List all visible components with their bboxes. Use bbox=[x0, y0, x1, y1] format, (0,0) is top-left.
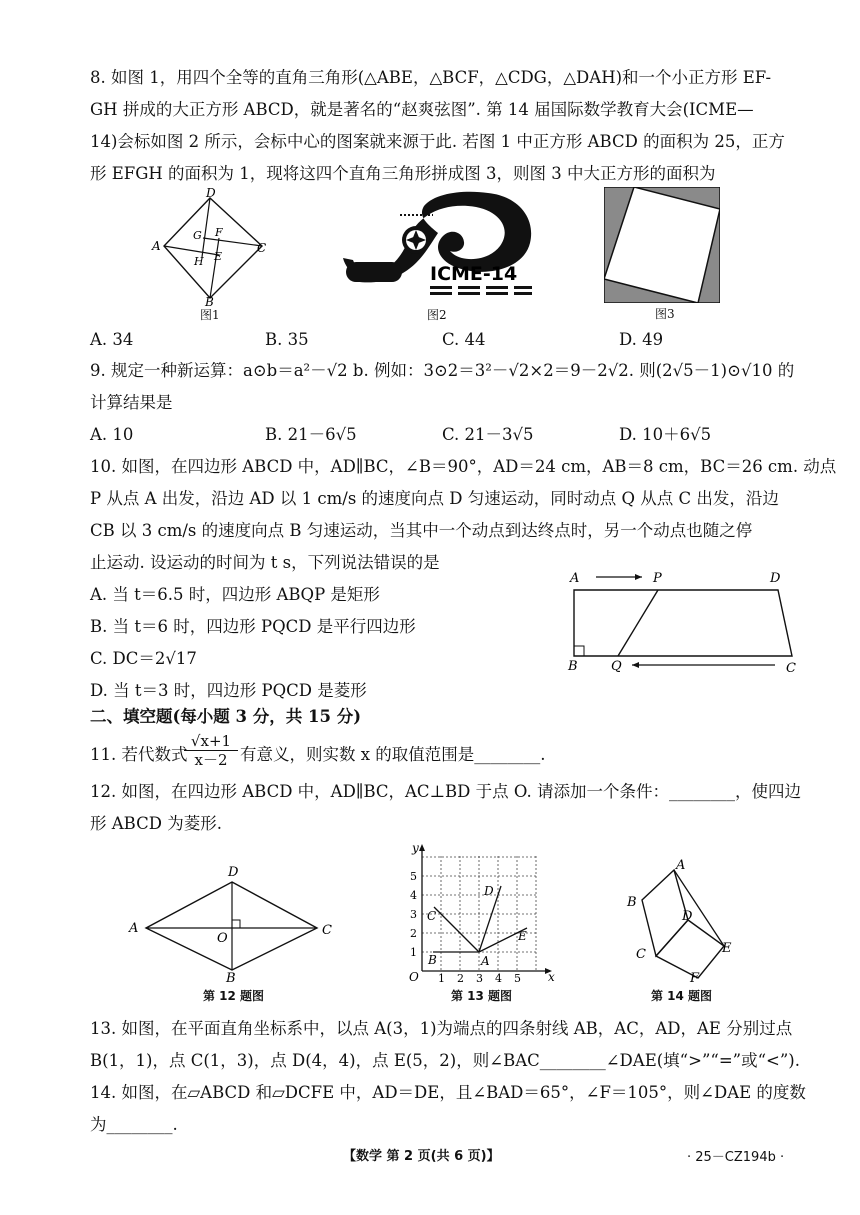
q14-figure bbox=[616, 858, 756, 986]
q8-fig2-caption: 图2 bbox=[427, 308, 447, 322]
q12-caption: 第 12 题图 bbox=[203, 989, 265, 1003]
q14-label-d: D bbox=[682, 909, 693, 924]
fig1-label-g: G bbox=[193, 229, 202, 242]
q11-fraction bbox=[184, 732, 238, 769]
q11-denominator: x－2 bbox=[194, 751, 228, 769]
q10-option-a[interactable]: A. 当 t＝6.5 时，四边形 ABQP 是矩形 bbox=[90, 585, 380, 604]
q8-fig3-caption: 图3 bbox=[655, 307, 675, 321]
logo-text: ICME-14 bbox=[430, 263, 518, 285]
q13-caption: 第 13 题图 bbox=[451, 989, 513, 1003]
q8-line-3: 14)会标如图 2 所示，会标中心的图案就来源于此. 若图 1 中正方形 ABCD 的面积为 25，正方 bbox=[90, 132, 785, 151]
q10-line-3: CB 以 3 cm/s 的速度向点 B 匀速运动，当其中一个动点到达终点时，另一个动点也随之停 bbox=[90, 521, 753, 540]
q8-line-2: GH 拼成的大正方形 ABCD，就是著名的“赵爽弦图”. 第 14 届国际数学教育大会(ICME— bbox=[90, 100, 754, 119]
q12-label-b: B bbox=[226, 971, 236, 984]
q14-label-e: E bbox=[722, 941, 732, 956]
q14-line-1: 14. 如图，在▱ABCD 和▱DCFE 中，AD＝DE，且∠BAD＝65°，∠F＝105°，则∠DAE 的度数 bbox=[90, 1083, 806, 1102]
q8-option-c[interactable]: C. 44 bbox=[442, 330, 486, 349]
q11-numerator: √x+1 bbox=[184, 732, 238, 751]
q13-x-tick-1: 1 bbox=[438, 972, 445, 982]
q13-figure bbox=[400, 840, 560, 982]
fig1-label-d: D bbox=[206, 188, 216, 200]
section-2-heading: 二、填空题(每小题 3 分，共 15 分) bbox=[90, 707, 362, 726]
q10-option-b[interactable]: B. 当 t＝6 时，四边形 PQCD 是平行四边形 bbox=[90, 617, 416, 636]
q14-line-2: 为________. bbox=[90, 1115, 178, 1134]
q12-label-o: O bbox=[217, 931, 228, 946]
q8-option-d[interactable]: D. 49 bbox=[619, 330, 664, 349]
q10-line-4: 止运动. 设运动的时间为 t s，下列说法错误的是 bbox=[90, 553, 440, 572]
q13-y-tick-2: 2 bbox=[410, 927, 417, 940]
q13-x-tick-2: 2 bbox=[457, 972, 464, 982]
fig1-label-a: A bbox=[152, 239, 161, 253]
q9-option-b[interactable]: B. 21－6√5 bbox=[265, 425, 357, 444]
q9-line-2: 计算结果是 bbox=[90, 393, 173, 412]
q8-option-b[interactable]: B. 35 bbox=[265, 330, 309, 349]
q9-option-d[interactable]: D. 10＋6√5 bbox=[619, 425, 712, 444]
q13-axis-x: x bbox=[548, 970, 555, 982]
q14-label-f: F bbox=[690, 971, 700, 986]
q13-origin: O bbox=[409, 970, 419, 982]
q11-prefix: 11. 若代数式 bbox=[90, 745, 188, 764]
q8-fig1-caption: 图1 bbox=[200, 308, 220, 322]
fig1-label-b: B bbox=[205, 295, 214, 308]
fig1-label-c: C bbox=[257, 241, 267, 255]
fig1-label-e: E bbox=[214, 250, 223, 263]
q9-option-a[interactable]: A. 10 bbox=[90, 425, 134, 444]
q8-figure-3 bbox=[604, 187, 720, 303]
q14-label-a: A bbox=[676, 858, 686, 873]
q10-label-b: B bbox=[568, 659, 578, 674]
q13-point-e: E bbox=[518, 929, 527, 943]
q13-x-tick-5: 5 bbox=[514, 972, 521, 982]
q13-point-c: C bbox=[427, 909, 437, 923]
footer-code: · 25－CZ194b · bbox=[687, 1150, 785, 1165]
fig1-label-f: F bbox=[215, 226, 223, 239]
q10-label-d: D bbox=[770, 571, 781, 586]
q8-line-4: 形 EFGH 的面积为 1，现将这四个直角三角形拼成图 3，则图 3 中大正方形的面积为 bbox=[90, 164, 716, 183]
q8-figure-1 bbox=[150, 188, 270, 308]
q8-option-a[interactable]: A. 34 bbox=[90, 330, 134, 349]
q10-label-p: P bbox=[653, 571, 662, 586]
fig1-label-h: H bbox=[194, 255, 204, 268]
q10-figure bbox=[560, 568, 800, 678]
footer-page-info: 【数学 第 2 页(共 6 页)】 bbox=[343, 1149, 500, 1164]
q14-label-c: C bbox=[636, 947, 646, 962]
q10-option-d[interactable]: D. 当 t＝3 时，四边形 PQCD 是菱形 bbox=[90, 681, 367, 700]
q13-x-tick-3: 3 bbox=[476, 972, 483, 982]
q10-line-2: P 从点 A 出发，沿边 AD 以 1 cm/s 的速度向点 D 匀速运动，同时动点 Q 从点 C 出发，沿边 bbox=[90, 489, 779, 508]
q13-y-tick-4: 4 bbox=[410, 889, 417, 902]
q13-axis-y: y bbox=[412, 841, 419, 855]
q14-label-b: B bbox=[627, 895, 637, 910]
q12-label-d: D bbox=[228, 865, 239, 880]
q12-line-2: 形 ABCD 为菱形. bbox=[90, 814, 222, 833]
q8-figure-2-logo bbox=[338, 188, 538, 308]
q13-y-tick-5: 5 bbox=[410, 870, 417, 883]
q9-option-c[interactable]: C. 21－3√5 bbox=[442, 425, 534, 444]
q10-line-1: 10. 如图，在四边形 ABCD 中，AD∥BC，∠B＝90°，AD＝24 cm，AB＝8 cm，BC＝26 cm. 动点 bbox=[90, 457, 837, 476]
q12-label-a: A bbox=[129, 921, 139, 936]
q12-label-c: C bbox=[322, 923, 332, 938]
q13-point-d: D bbox=[484, 884, 494, 898]
q10-label-c: C bbox=[786, 661, 796, 676]
q10-label-a: A bbox=[570, 571, 580, 586]
q13-x-tick-4: 4 bbox=[495, 972, 502, 982]
q13-line-2: B(1，1)，点 C(1，3)，点 D(4，4)，点 E(5，2)，则∠BAC________∠DAE(填“>”“=”或“<”). bbox=[90, 1051, 800, 1070]
q12-line-1: 12. 如图，在四边形 ABCD 中，AD∥BC，AC⊥BD 于点 O. 请添加一个条件：________，使四边 bbox=[90, 782, 801, 801]
q13-line-1: 13. 如图，在平面直角坐标系中，以点 A(3，1)为端点的四条射线 AB，AC，AD，AE 分别过点 bbox=[90, 1019, 793, 1038]
q13-y-tick-1: 1 bbox=[410, 946, 417, 959]
q11-suffix: 有意义，则实数 x 的取值范围是________. bbox=[240, 745, 546, 764]
q14-caption: 第 14 题图 bbox=[651, 989, 713, 1003]
q13-y-tick-3: 3 bbox=[410, 908, 417, 921]
q10-option-c[interactable]: C. DC＝2√17 bbox=[90, 649, 197, 668]
q13-point-a: A bbox=[481, 954, 490, 968]
q13-point-b: B bbox=[428, 953, 437, 967]
q8-line-1: 8. 如图 1，用四个全等的直角三角形(△ABE，△BCF，△CDG，△DAH)和一个小正方形 EF- bbox=[90, 68, 772, 87]
q10-label-q: Q bbox=[611, 659, 622, 674]
q9-line-1: 9. 规定一种新运算：a⊙b＝a²－√2 b. 例如：3⊙2＝3²－√2×2＝9－2√2. 则(2√5－1)⊙√10 的 bbox=[90, 361, 795, 380]
q12-figure bbox=[122, 862, 342, 984]
